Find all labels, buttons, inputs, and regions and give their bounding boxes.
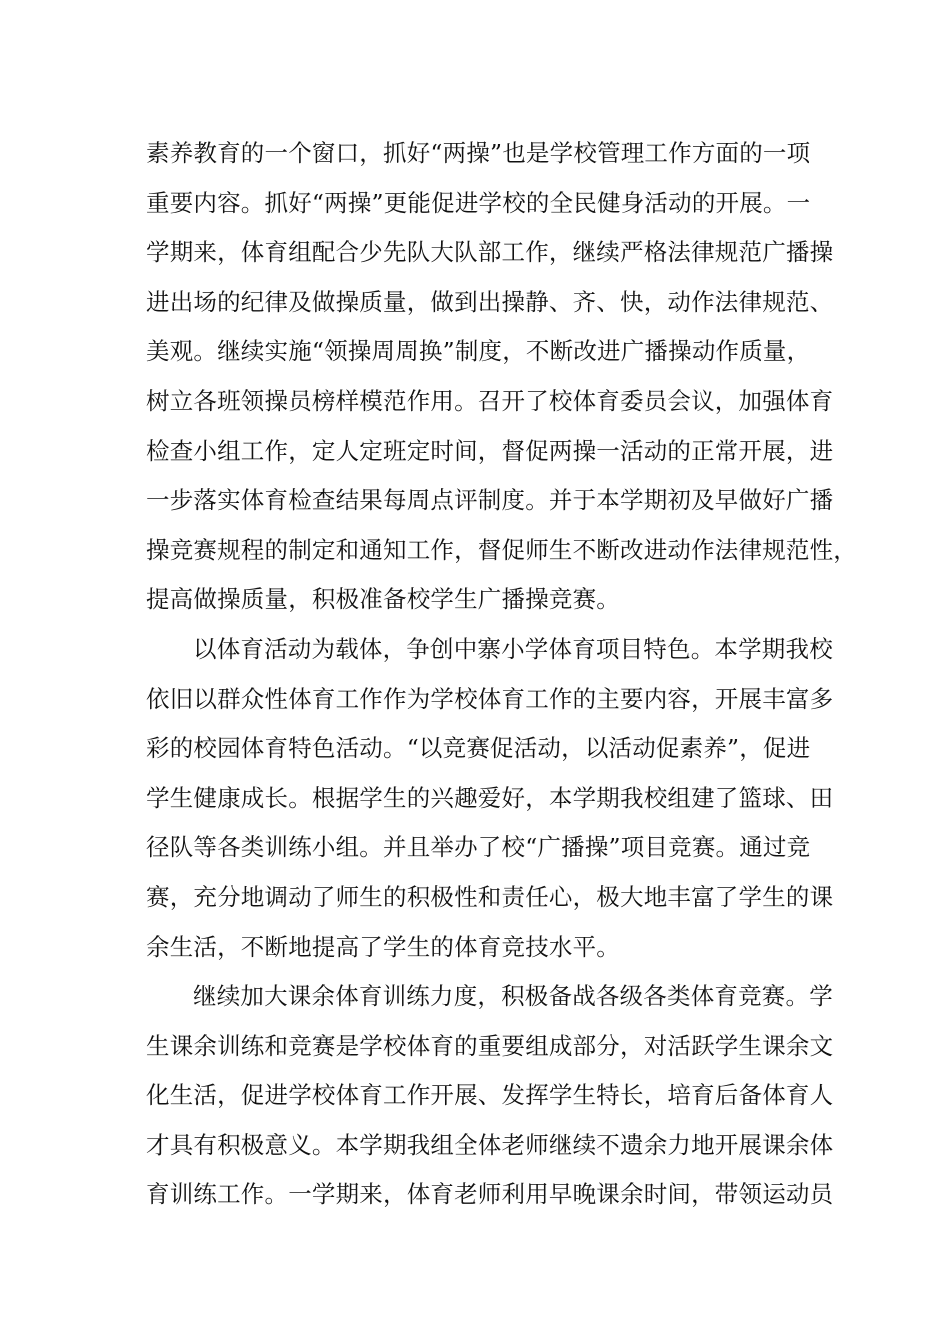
paragraph-two-exercises [146, 129, 857, 625]
text-line: 生课余训练和竞赛是学校体育的重要组成部分，对活跃学生课余文 [146, 1031, 834, 1060]
text-line: 提高做操质量，积极准备校学生广播操竞赛。 [146, 585, 620, 614]
paragraph-extracurricular-training [146, 972, 834, 1220]
text-line: 育训练工作。一学期来，体育老师利用早晚课余时间，带领运动员 [146, 1180, 834, 1209]
document-body [146, 129, 857, 1220]
text-line: 进出场的纪律及做操质量，做到出操静、齐、快，动作法律规范、 [146, 287, 834, 316]
text-line: 重要内容。抓好“两操”更能促进学校的全民健身活动的开展。一 [146, 188, 811, 217]
text-line-indented: 以体育活动为载体，争创中寨小学体育项目特色。本学期我校 [193, 634, 833, 663]
text-line: 径队等各类训练小组。并且举办了校“广播操”项目竞赛。通过竞 [146, 833, 811, 862]
text-line: 检查小组工作，定人定班定时间，督促两操一活动的正常开展，进 [146, 436, 834, 465]
text-line: 学生健康成长。根据学生的兴趣爱好，本学期我校组建了篮球、田 [146, 783, 834, 812]
text-line: 彩的校园体育特色活动。“以竞赛促活动，以活动促素养”，促进 [146, 734, 811, 763]
text-line: 操竞赛规程的制定和通知工作，督促师生不断改进动作法律规范性， [146, 535, 857, 564]
text-line: 树立各班领操员榜样模范作用。召开了校体育委员会议，加强体育 [146, 386, 834, 415]
text-line-indented: 继续加大课余体育训练力度，积极备战各级各类体育竞赛。学 [193, 982, 833, 1011]
text-line: 美观。继续实施“领操周周换”制度，不断改进广播操动作质量， [146, 337, 811, 366]
text-line: 依旧以群众性体育工作作为学校体育工作的主要内容，开展丰富多 [146, 684, 834, 713]
text-line: 才具有积极意义。本学期我组全体老师继续不遗余力地开展课余体 [146, 1130, 834, 1159]
text-line: 化生活，促进学校体育工作开展、发挥学生特长，培育后备体育人 [146, 1081, 834, 1110]
paragraph-sports-activities [146, 625, 834, 972]
text-line: 一步落实体育检查结果每周点评制度。并于本学期初及早做好广播 [146, 486, 834, 515]
text-line: 学期来，体育组配合少先队大队部工作，继续严格法律规范广播操 [146, 238, 834, 267]
text-line: 赛，充分地调动了师生的积极性和责任心，极大地丰富了学生的课 [146, 882, 834, 911]
text-line: 素养教育的一个窗口，抓好“两操”也是学校管理工作方面的一项 [146, 139, 811, 167]
text-line: 余生活，不断地提高了学生的体育竞技水平。 [146, 932, 620, 961]
